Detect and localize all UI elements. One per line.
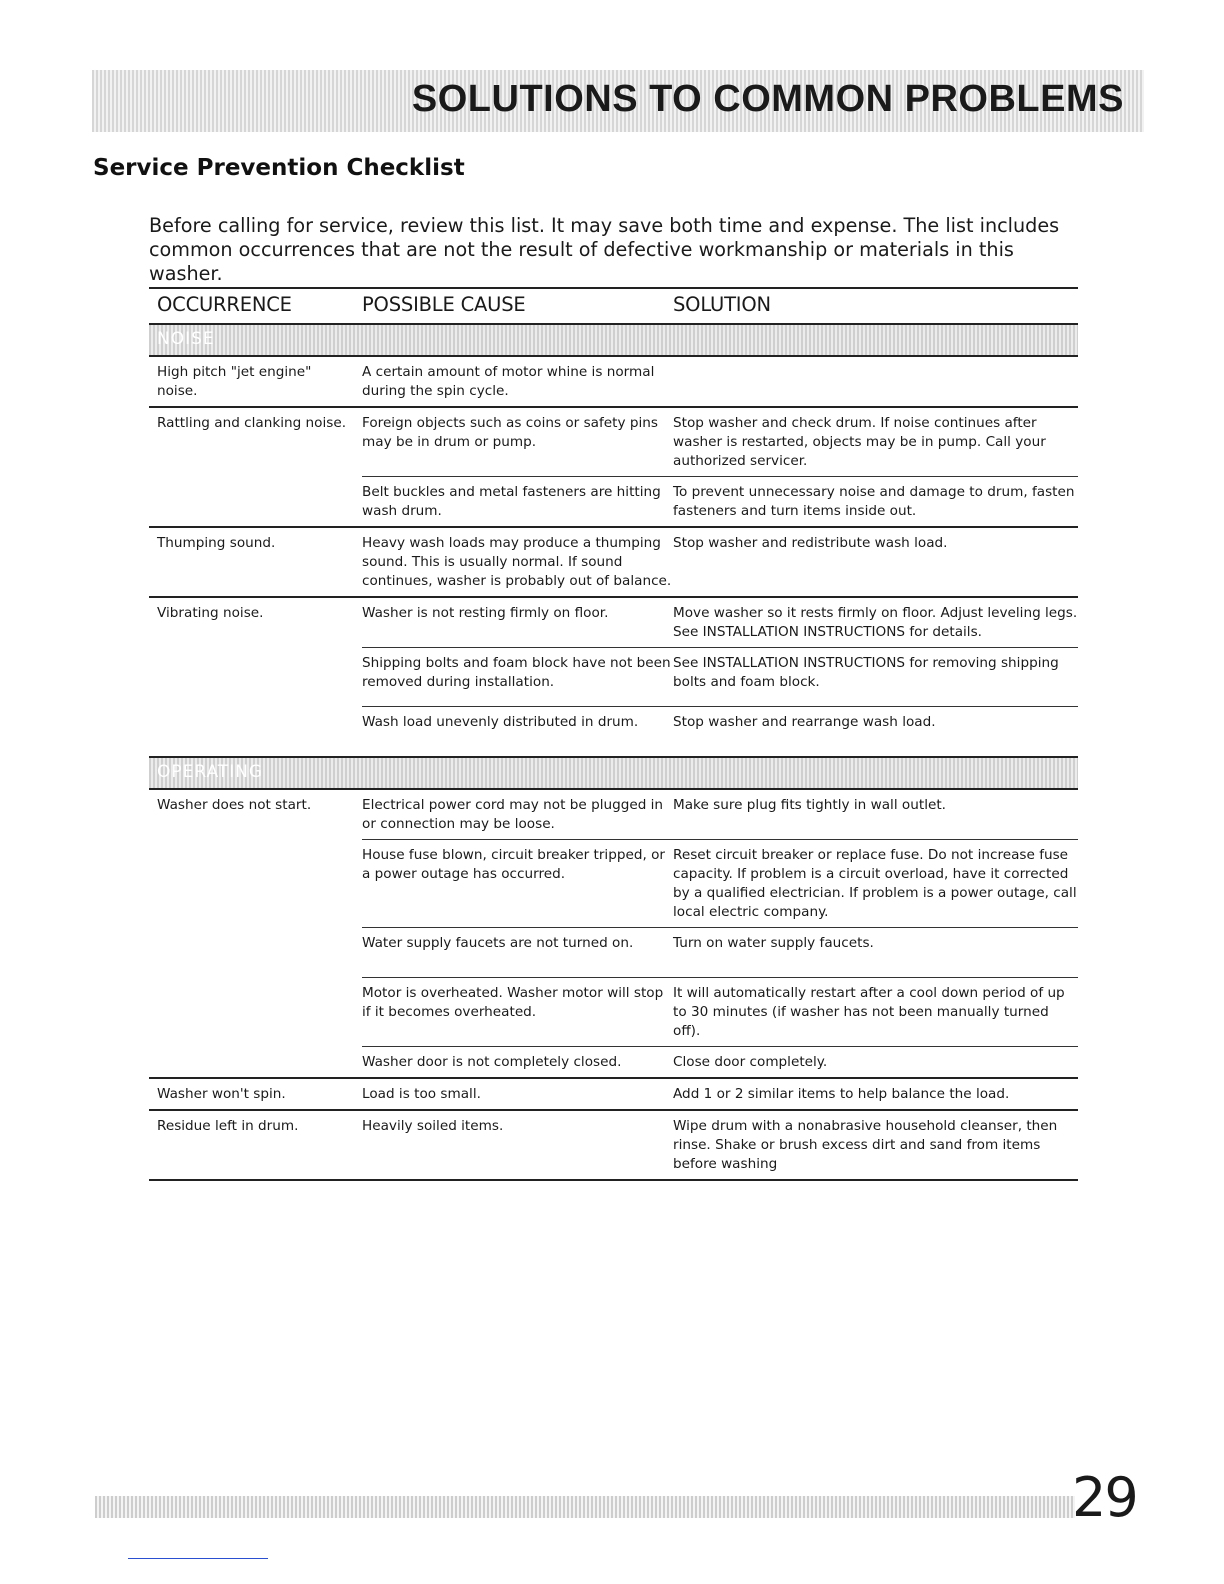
table-row-group	[149, 1079, 1078, 1111]
table-row-group	[149, 528, 1078, 598]
page-number: 29	[1072, 1466, 1137, 1529]
solution-cell: See INSTALLATION INSTRUCTIONS for removing shipping bolts and foam block.	[673, 655, 1059, 690]
cause-cell: Foreign objects such as coins or safety pins may be in drum or pump.	[362, 415, 658, 450]
table-row	[362, 408, 1078, 477]
solution-cell: Stop washer and check drum. If noise continues after washer is restarted, objects may be in pump. Call your authorized servicer.	[673, 415, 1046, 469]
cause-cell: Heavy wash loads may produce a thumping sound. This is usually normal. If sound continues, washer is probably out of balance.	[362, 535, 672, 589]
section-label: NOISE	[157, 329, 215, 349]
solution-cell: Add 1 or 2 similar items to help balance the load.	[673, 1086, 1010, 1102]
cause-cell: Electrical power cord may not be plugged in or connection may be loose.	[362, 797, 664, 832]
solution-cell: It will automatically restart after a cool down period of up to 30 minutes (if washer has not been manually turned off).	[673, 985, 1065, 1039]
checklist-table	[149, 287, 1078, 1181]
cause-cell: Belt buckles and metal fasteners are hitting wash drum.	[362, 484, 661, 519]
table-row	[362, 707, 1078, 756]
solution-cell: To prevent unnecessary noise and damage to drum, fasten fasteners and turn items inside out.	[673, 484, 1075, 519]
solution-cell: Make sure plug fits tightly in wall outlet.	[673, 797, 946, 813]
table-row	[362, 1079, 1078, 1109]
table-row-group	[149, 790, 1078, 1079]
cause-cell: A certain amount of motor whine is normal during the spin cycle.	[362, 364, 655, 399]
occurrence-cell: Thumping sound.	[157, 535, 276, 551]
solution-cell: Turn on water supply faucets.	[673, 935, 874, 951]
occurrence-cell: Washer won't spin.	[157, 1086, 286, 1102]
solution-cell: Move washer so it rests firmly on floor. Adjust leveling legs. See INSTALLATION INSTRUCTIONS for details.	[673, 605, 1078, 640]
section-band-operating	[149, 756, 1078, 790]
solution-cell: Stop washer and rearrange wash load.	[673, 714, 936, 730]
solution-cell	[673, 363, 1078, 401]
cause-cell: Heavily soiled items.	[362, 1118, 504, 1134]
table-row	[362, 1047, 1078, 1077]
banner-title: SOLUTIONS TO COMMON PROBLEMS	[411, 78, 1124, 120]
cause-cell: Washer is not resting firmly on floor.	[362, 605, 609, 621]
link-underline	[128, 1558, 268, 1559]
cause-cell: Water supply faucets are not turned on.	[362, 935, 634, 951]
section-band-noise	[149, 323, 1078, 357]
cause-cell: Washer door is not completely closed.	[362, 1054, 622, 1070]
table-header	[149, 287, 1078, 323]
cause-cell: Wash load unevenly distributed in drum.	[362, 714, 639, 730]
occurrence-cell: Residue left in drum.	[157, 1118, 299, 1134]
table-row	[362, 840, 1078, 928]
solution-cell: Wipe drum with a nonabrasive household cleanser, then rinse. Shake or brush excess dirt and sand from items before washing	[673, 1118, 1058, 1172]
section-label: OPERATING	[157, 762, 264, 782]
table-row-group	[149, 408, 1078, 528]
section-title: Service Prevention Checklist	[93, 155, 465, 181]
occurrence-cell: Vibrating noise.	[157, 605, 264, 621]
footer-strip	[95, 1496, 1075, 1518]
cause-cell: House fuse blown, circuit breaker tripped, or a power outage has occurred.	[362, 847, 666, 882]
table-row	[362, 477, 1078, 526]
solution-cell: Close door completely.	[673, 1054, 828, 1070]
cause-cell: Load is too small.	[362, 1086, 481, 1102]
cause-cell: Shipping bolts and foam block have not been removed during installation.	[362, 655, 671, 690]
table-row	[362, 648, 1078, 707]
header-solution: SOLUTION	[673, 293, 771, 316]
occurrence-cell: High pitch "jet engine" noise.	[157, 364, 312, 399]
header-cause: POSSIBLE CAUSE	[362, 293, 526, 316]
table-row	[362, 528, 1078, 596]
solution-cell: Stop washer and redistribute wash load.	[673, 535, 948, 551]
table-row	[362, 928, 1078, 978]
table-row-group	[149, 357, 1078, 408]
table-row	[362, 357, 1078, 406]
solution-cell: Reset circuit breaker or replace fuse. Do not increase fuse capacity. If problem is a circuit overload, have it corrected by a qualified electrician. If problem is a power outage, call local electric company.	[673, 847, 1077, 920]
table-row-group	[149, 1111, 1078, 1181]
table-row	[362, 790, 1078, 840]
table-row	[362, 978, 1078, 1047]
table-row	[362, 1111, 1078, 1179]
intro-paragraph: Before calling for service, review this list. It may save both time and expense. The list includes common occurrences that are not the result of defective workmanship or materials in this washer.	[149, 214, 1060, 285]
table-row	[362, 598, 1078, 648]
table-row-group	[149, 598, 1078, 756]
occurrence-cell: Washer does not start.	[157, 797, 312, 813]
occurrence-cell: Rattling and clanking noise.	[157, 415, 347, 431]
cause-cell: Motor is overheated. Washer motor will stop if it becomes overheated.	[362, 985, 664, 1020]
header-occurrence: OCCURRENCE	[157, 293, 292, 316]
header-banner	[92, 70, 1144, 132]
